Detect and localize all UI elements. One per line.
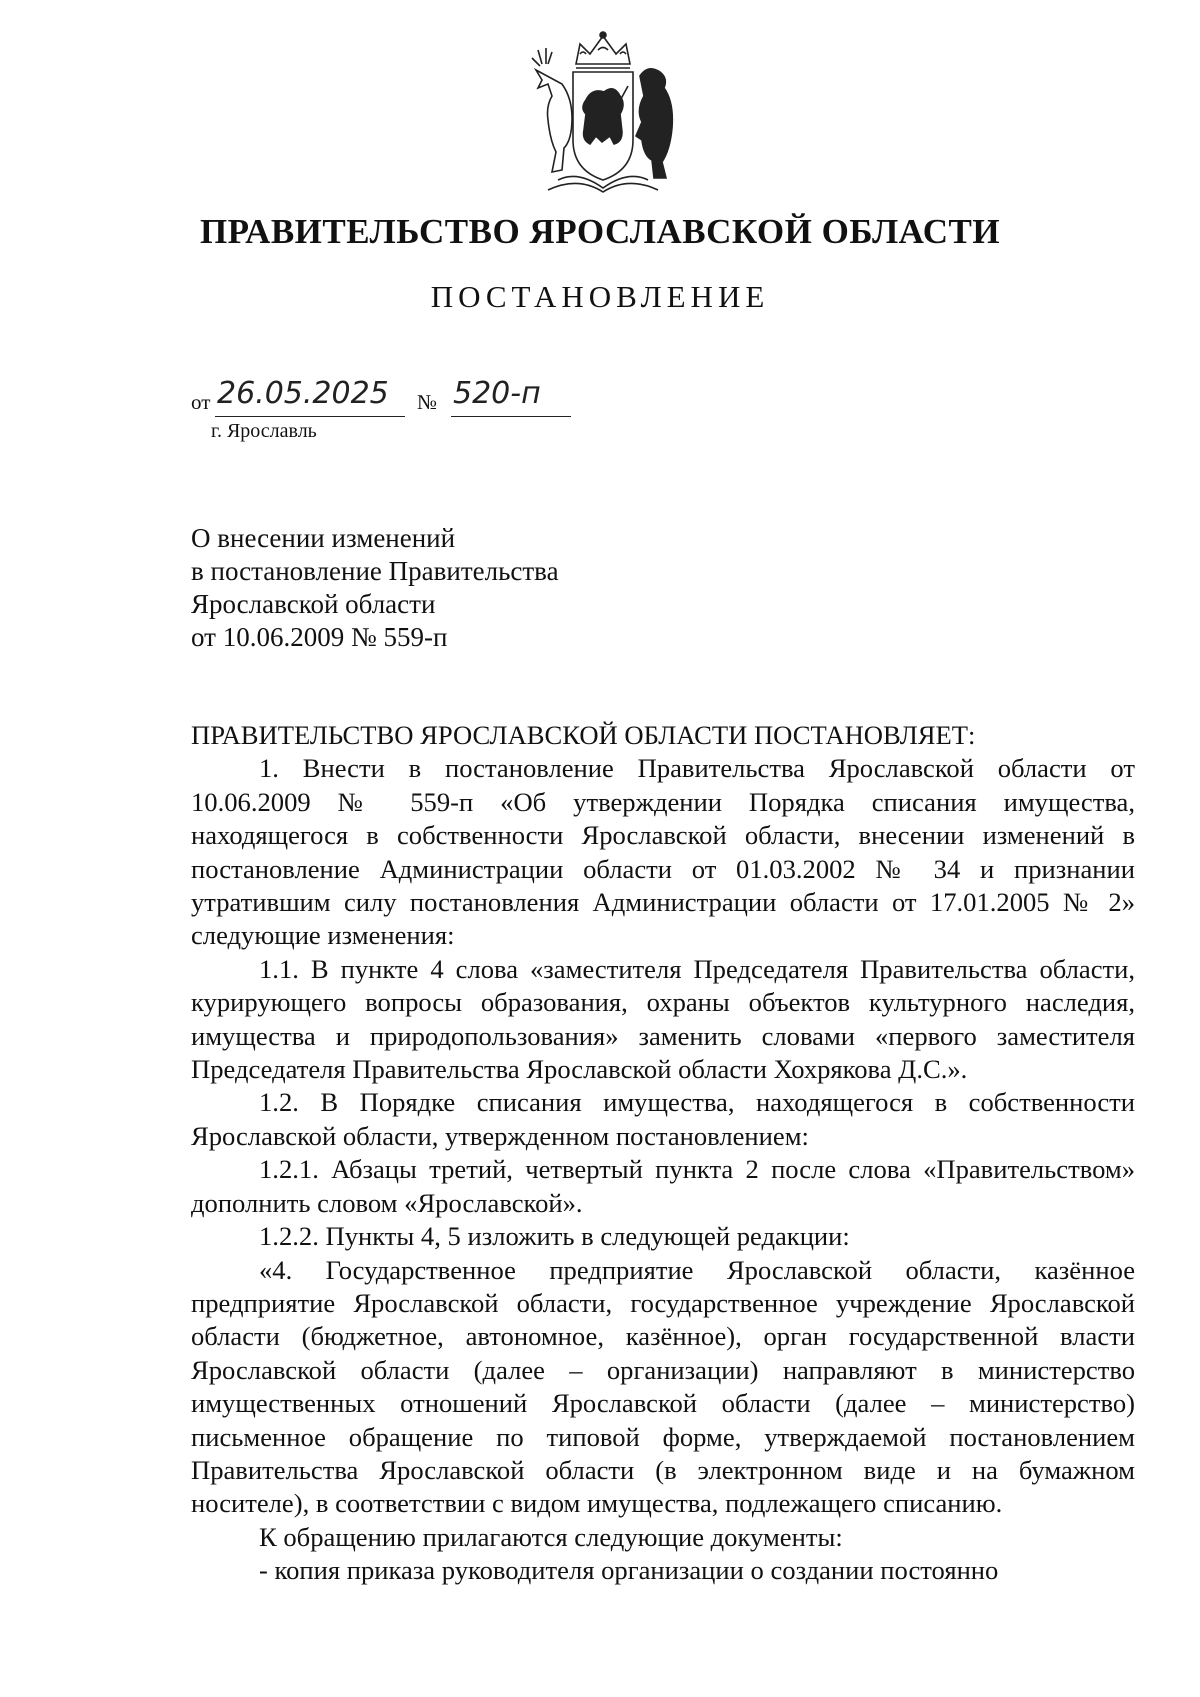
paragraph: 1.1. В пункте 4 слова «заместителя Председателя Правительства области, курирующего вопросы образования, охраны объектов культурного наследия, имущества и природопользования» заменить словами «первого заместителя Председателя Правительства Ярославской области Хохрякова Д.С.». [191, 953, 1135, 1085]
city: г. Ярославль [211, 420, 317, 442]
handwritten-date: 26.05.2025 [217, 376, 389, 411]
coat-of-arms-icon [528, 30, 678, 200]
paragraph: К обращению прилагаются следующие документы: [259, 1521, 843, 1552]
document-type: ПОСТАНОВЛЕНИЕ [430, 279, 770, 314]
subject-line: от 10.06.2009 № 559-п [191, 622, 448, 652]
date-number-line [191, 376, 591, 416]
paragraph: 1.2.1. Абзацы третий, четвертый пункта 2 после слова «Правительством» дополнить словом «Ярославской». [191, 1154, 1135, 1218]
subject-line: Ярославской области [191, 589, 436, 619]
paragraph: «4. Государственное предприятие Ярославской области, казённое предприятие Ярославской области, государственное учреждение Ярославской области (бюджетное, автономное, казённое), орган государственной власти Ярославской области (далее – организации) направляют в министерство имущественных отношений Ярославской области (далее – министерство) письменное обращение по типовой форме, утверждаемой постановлением Правительства Ярославской области (в электронном виде и на бумажном носителе), в соответствии с видом имущества, подлежащего списанию. [191, 1254, 1135, 1519]
paragraph: - копия приказа руководителя организации о создании постоянно [259, 1555, 999, 1586]
date-prefix: от [191, 390, 211, 414]
organization-title: ПРАВИТЕЛЬСТВО ЯРОСЛАВСКОЙ ОБЛАСТИ [199, 212, 1001, 251]
subject-line: в постановление Правительства [191, 556, 559, 586]
number-label: № [417, 390, 438, 414]
document-body [191, 719, 1135, 1588]
handwritten-number: 520-п [453, 376, 541, 411]
paragraph: 1.2.2. Пункты 4, 5 изложить в следующей редакции: [259, 1221, 850, 1252]
date-underline [215, 416, 405, 417]
resolution-clause: ПРАВИТЕЛЬСТВО ЯРОСЛАВСКОЙ ОБЛАСТИ ПОСТАНОВЛЯЕТ: [191, 720, 976, 750]
number-underline [451, 416, 571, 417]
paragraph: 1.2. В Порядке списания имущества, находящегося в собственности Ярославской области, утвержденном постановлением: [191, 1087, 1135, 1151]
paragraph: 1. Внести в постановление Правительства Ярославской области от 10.06.2009 № 559-п «Об утверждении Порядка списания имущества, находящегося в собственности Ярославской области, внесении изменений в постановление Администрации области от 01.03.2002 № 34 и признании утратившим силу постановления Администрации области от 17.01.2005 № 2» следующие изменения: [191, 753, 1135, 951]
subject-line: О внесении изменений [191, 523, 456, 553]
document-subject [191, 522, 559, 654]
